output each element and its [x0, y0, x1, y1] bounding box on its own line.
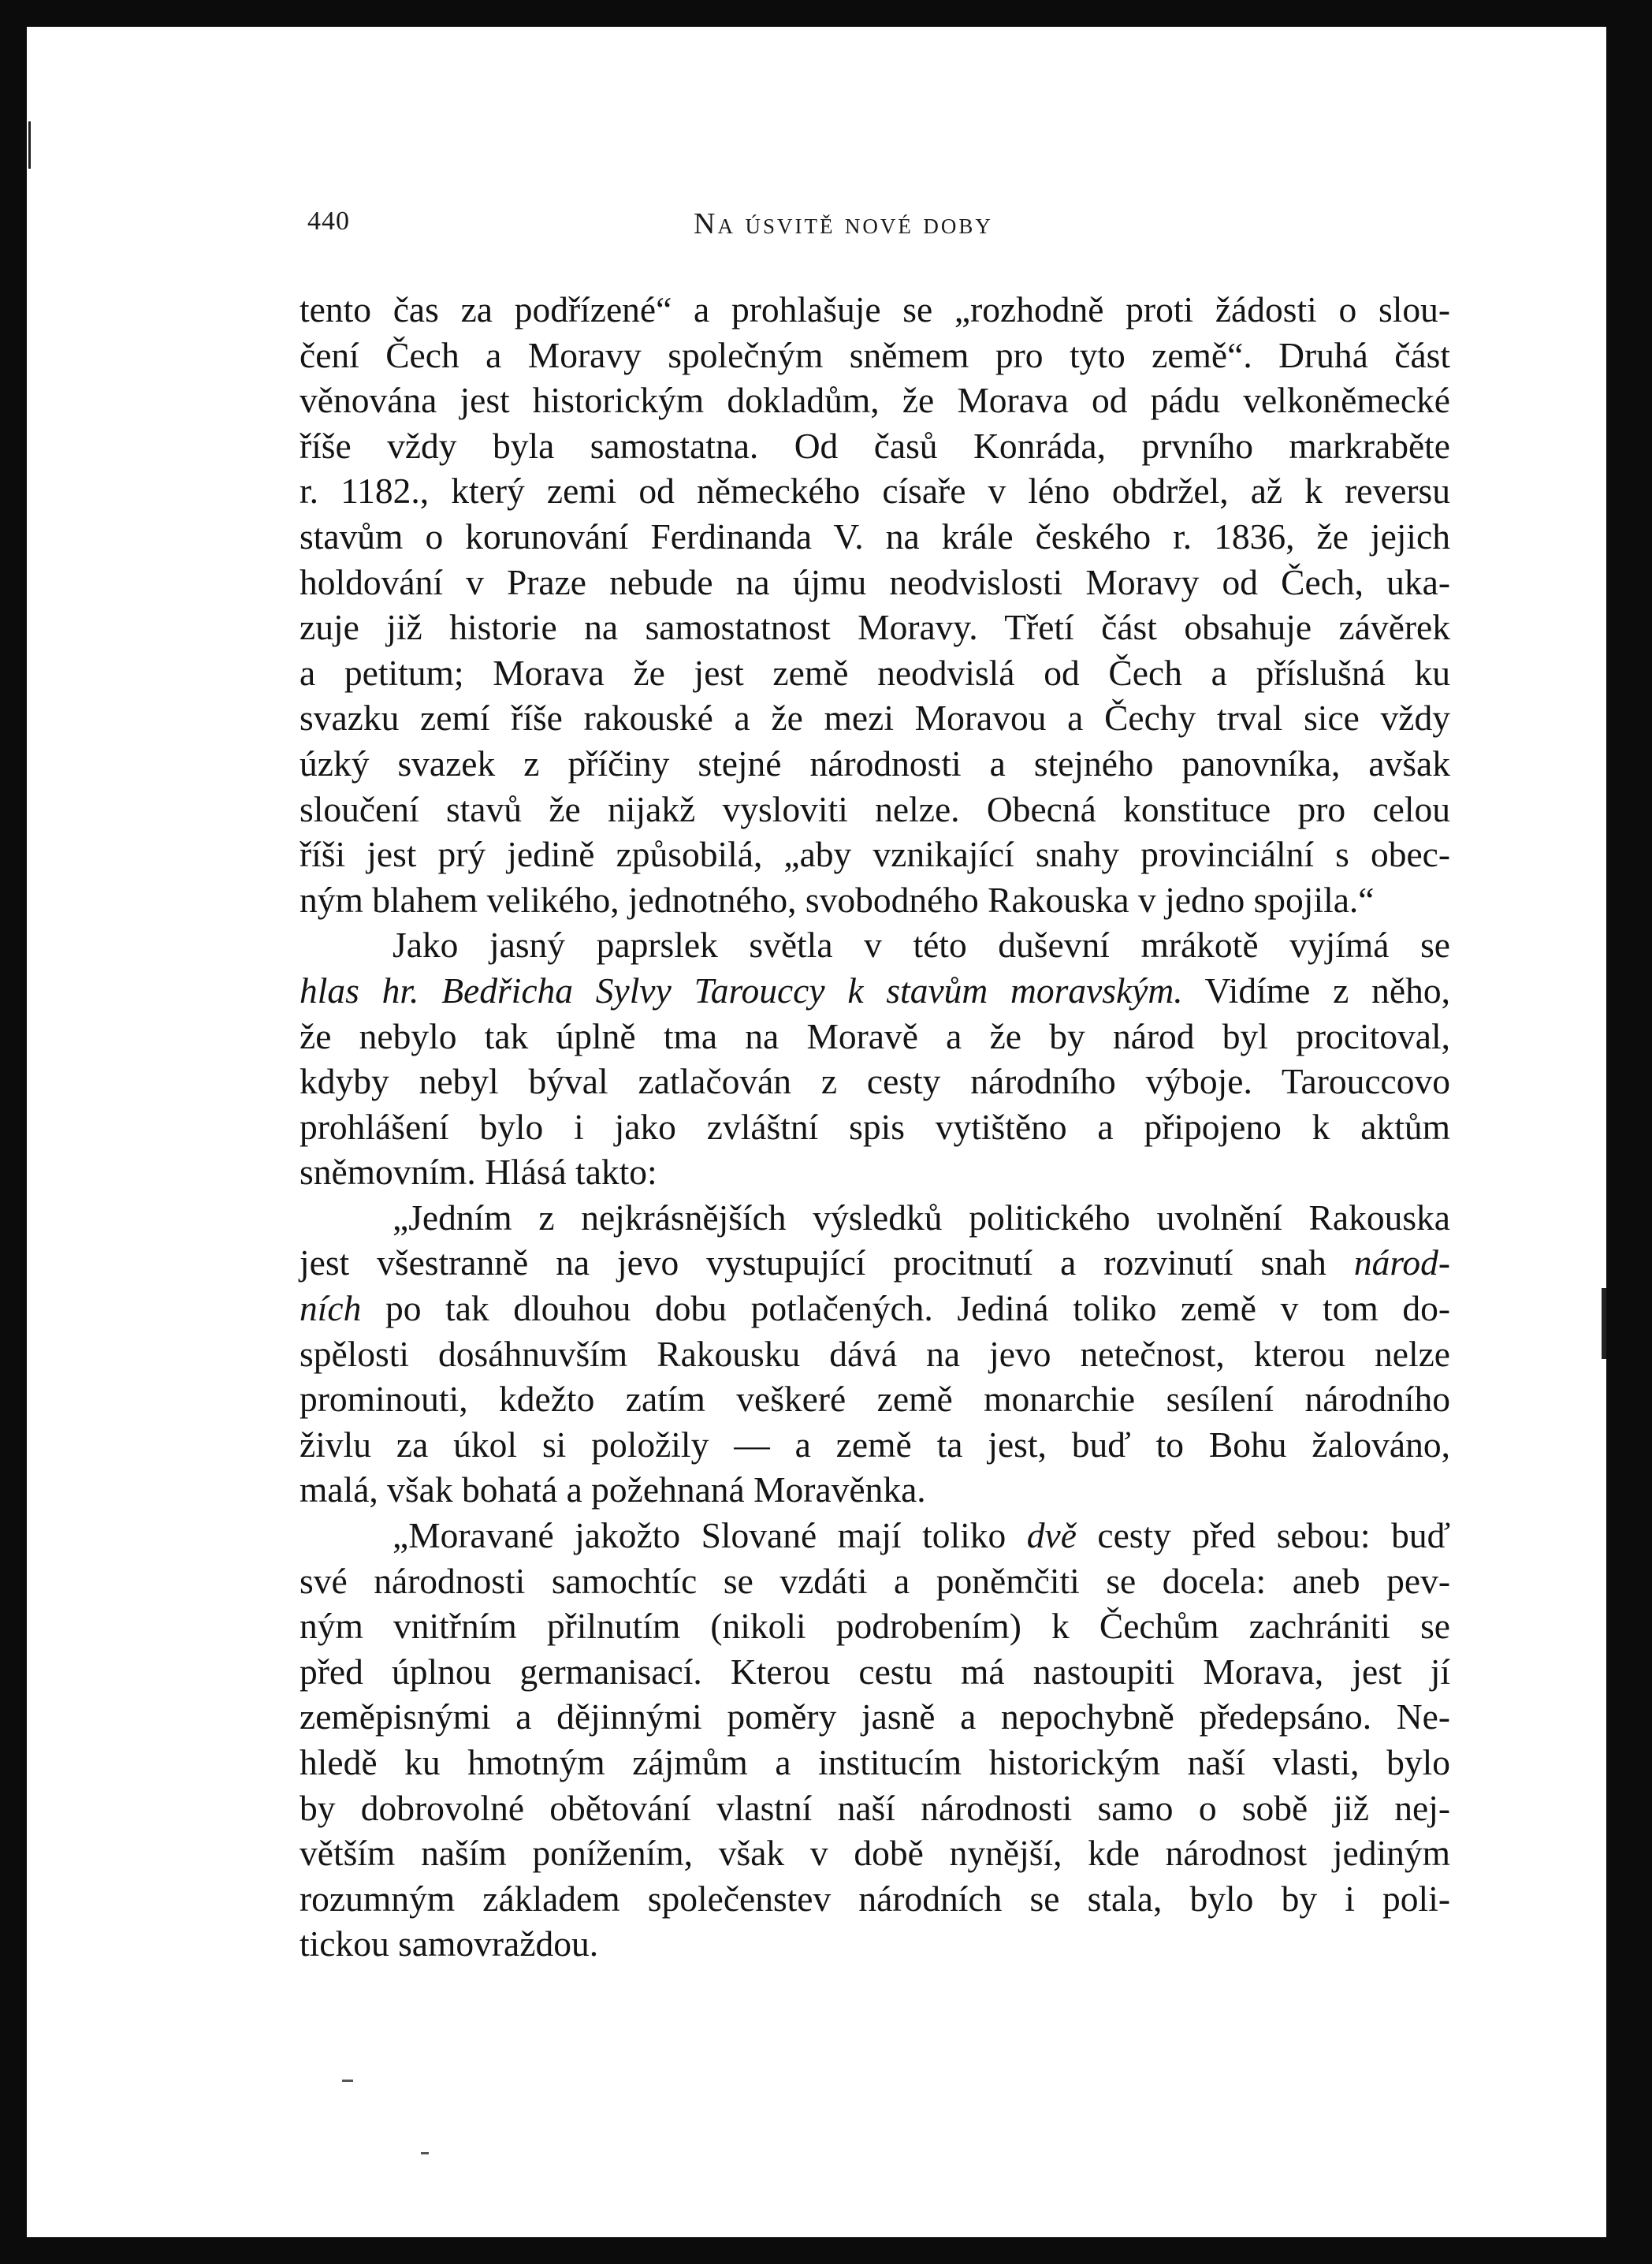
line-text: cesty před sebou: buď [1076, 1515, 1450, 1556]
book-page [27, 27, 1606, 2237]
line-text: stavům o korunování Ferdinanda V. na krále českého r. 1836, že jejich [300, 516, 1450, 557]
text-line [300, 1422, 1450, 1468]
line-text: Vidíme z něho, [1182, 970, 1450, 1011]
italic-phrase: hlas hr. Bedřicha Sylvy Tarouccy k stavům moravským. [300, 970, 1183, 1011]
line-text: jest všestranně na jevo vystupující procitnutí a rozvinutí snah [300, 1242, 1354, 1283]
text-line [300, 1876, 1450, 1922]
text-line [300, 1786, 1450, 1831]
text-line [300, 1603, 1450, 1649]
text-line [300, 1694, 1450, 1740]
text-line [300, 1649, 1450, 1695]
text-line [300, 922, 1450, 968]
line-text: zeměpisnými a dějinnými poměry jasně a nepochybně předepsáno. Ne- [300, 1696, 1450, 1737]
line-text: tickou samovraždou. [300, 1923, 599, 1964]
running-title: Na úsvitě nové doby [694, 207, 993, 240]
italic-phrase: dvě [1026, 1515, 1077, 1556]
line-text: „Moravané jakožto Slované mají toliko [393, 1515, 1027, 1556]
line-text: před úplnou germanisací. Kterou cestu má nastoupiti Morava, jest jí [300, 1651, 1450, 1692]
text-line [300, 1513, 1450, 1558]
text-line [300, 1104, 1450, 1150]
line-text: že nebylo tak úplně tma na Moravě a že by národ byl procitoval, [300, 1015, 1450, 1056]
text-line [300, 1014, 1450, 1059]
page-number: 440 [307, 207, 350, 236]
text-line [300, 650, 1450, 696]
text-line [300, 560, 1450, 605]
line-text: říše vždy byla samostatna. Od časů Konráda, prvního markraběte [300, 425, 1450, 466]
text-line [300, 514, 1450, 560]
text-line [300, 1149, 1450, 1195]
line-text: rozumným základem společenstev národních se stala, bylo by i poli- [300, 1878, 1450, 1919]
line-text: ným vnitřním přilnutím (nikoli podrobením) k Čechům zachrániti se [300, 1606, 1450, 1647]
text-line [300, 1558, 1450, 1604]
italic-phrase: národ- [1353, 1242, 1450, 1283]
line-text: kdyby nebyl býval zatlačován z cesty národního výboje. Tarouccovo [300, 1061, 1450, 1102]
text-line [300, 1286, 1450, 1331]
line-text: hledě ku hmotným zájmům a institucím historickým naší vlasti, bylo [300, 1742, 1450, 1782]
line-text: zuje již historie na samostatnost Moravy. Třetí část obsahuje závěrek [300, 607, 1450, 648]
scan-speck [342, 2080, 353, 2082]
text-line [300, 1059, 1450, 1104]
line-text: prohlášení bylo i jako zvláštní spis vytištěno a připojeno k aktům [300, 1106, 1450, 1147]
text-line [300, 1740, 1450, 1786]
line-text: „Jedním z nejkrásnějších výsledků politického uvolnění Rakouska [393, 1197, 1450, 1238]
text-line [300, 423, 1450, 469]
text-line [300, 1921, 1450, 1967]
text-line [300, 287, 1450, 333]
line-text: úzký svazek z příčiny stejné národnosti a stejného panovníka, avšak [300, 743, 1450, 784]
line-text: by dobrovolné obětování vlastní naší národnosti samo o sobě již nej- [300, 1787, 1450, 1828]
line-text: čení Čech a Moravy společným sněmem pro tyto země“. Druhá část [300, 334, 1450, 375]
italic-phrase: ních [300, 1288, 362, 1329]
line-text: věnována jest historickým dokladům, že Morava od pádu velkoněmecké [300, 380, 1450, 421]
text-line [300, 605, 1450, 650]
line-text: říši jest prý jedině způsobilá, „aby vznikající snahy provinciální s obec- [300, 834, 1450, 875]
text-line [300, 1830, 1450, 1876]
line-text: holdování v Praze nebude na újmu neodvislosti Moravy od Čech, uka- [300, 561, 1450, 602]
right-edge-mark [1602, 1288, 1606, 1359]
text-line [300, 968, 1450, 1014]
line-text: tento čas za podřízené“ a prohlašuje se „rozhodně proti žádosti o slou- [300, 289, 1450, 330]
text-line [300, 877, 1450, 923]
text-line [300, 1195, 1450, 1241]
text-line [300, 468, 1450, 514]
text-line [300, 1376, 1450, 1422]
line-text: sněmovním. Hlásá takto: [300, 1152, 657, 1193]
line-text: po tak dlouhou dobu potlačených. Jediná toliko země v tom do- [361, 1288, 1450, 1329]
line-text: malá, však bohatá a požehnaná Moravěnka. [300, 1469, 926, 1510]
running-head [27, 207, 1606, 241]
scan-speck [421, 2152, 429, 2154]
body-text [300, 287, 1450, 1967]
line-text: větším naším ponížením, však v době nynější, kde národnost jediným [300, 1833, 1450, 1874]
line-text: ným blahem velikého, jednotného, svobodného Rakouska v jedno spojila.“ [300, 879, 1375, 920]
text-line [300, 1331, 1450, 1377]
line-text: prominouti, kdežto zatím veškeré země monarchie sesílení národního [300, 1379, 1450, 1420]
text-line [300, 741, 1450, 787]
line-text: spělosti dosáhnuvším Rakousku dává na jevo netečnost, kterou nelze [300, 1333, 1450, 1374]
text-line [300, 787, 1450, 832]
text-line [300, 1467, 1450, 1513]
left-edge-mark [28, 121, 31, 169]
line-text: živlu za úkol si položily — a země ta jest, buď to Bohu žalováno, [300, 1424, 1450, 1465]
text-line [300, 333, 1450, 378]
line-text: svazku zemí říše rakouské a že mezi Moravou a Čechy trval sice vždy [300, 698, 1450, 739]
line-text: své národnosti samochtíc se vzdáti a poněmčiti se docela: aneb pev- [300, 1560, 1450, 1601]
text-line [300, 832, 1450, 877]
text-line [300, 378, 1450, 423]
line-text: Jako jasný paprslek světla v této duševní mrákotě vyjímá se [393, 925, 1450, 966]
line-text: a petitum; Morava že jest země neodvislá od Čech a příslušná ku [300, 652, 1450, 693]
line-text: sloučení stavů že nijakž vysloviti nelze. Obecná konstituce pro celou [300, 788, 1450, 829]
text-line [300, 1240, 1450, 1286]
line-text: r. 1182., který zemi od německého císaře v léno obdržel, až k reversu [300, 471, 1450, 512]
text-line [300, 695, 1450, 741]
